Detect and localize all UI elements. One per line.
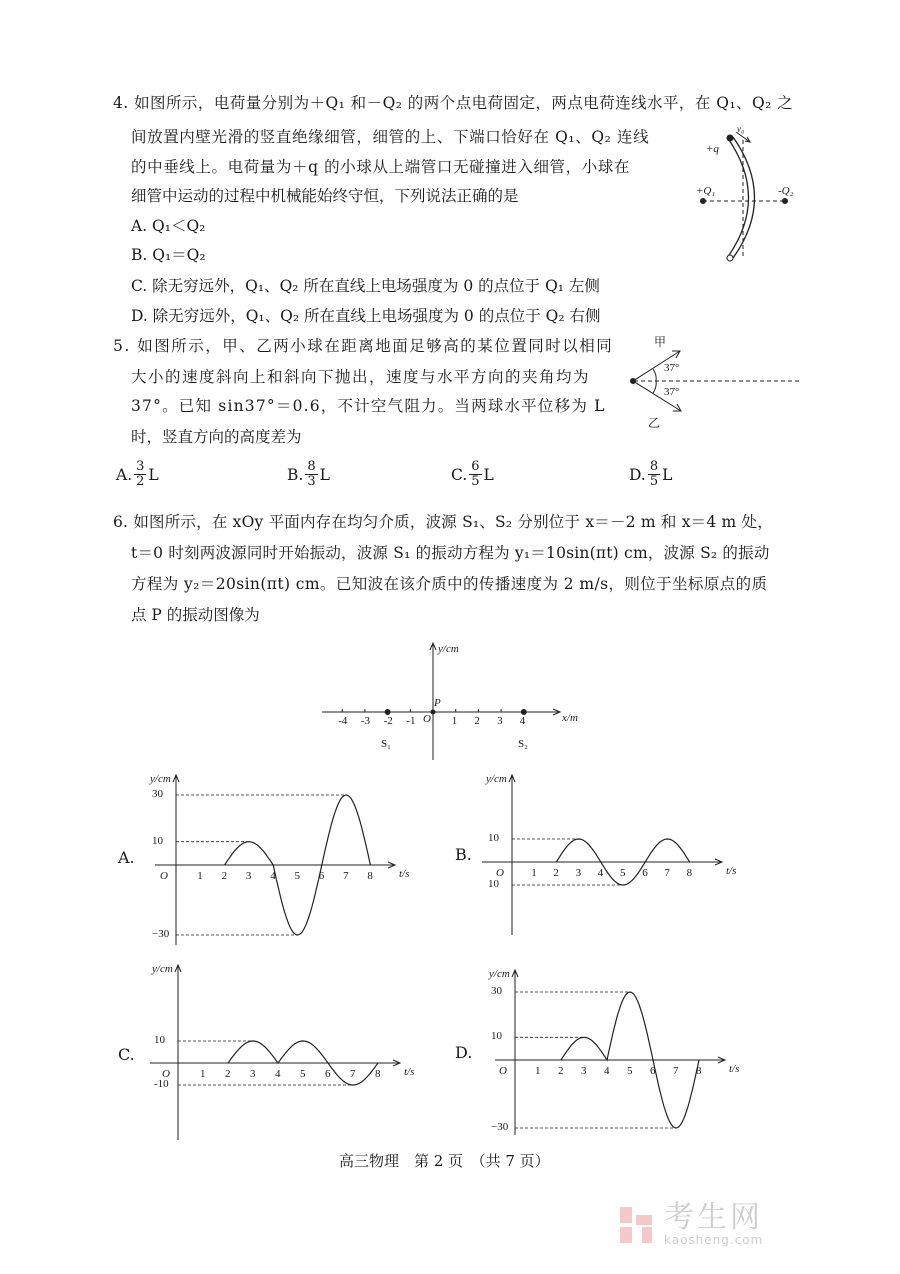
t-tick-label: 5 bbox=[294, 870, 300, 882]
q6-stem-line-2: t＝0 时刻两波源同时开始振动，波源 S₁ 的振动方程为 y₁＝10sin(πt) cm，波源 S₂ 的振动 bbox=[131, 544, 770, 562]
y-tick-label: 30 bbox=[491, 985, 502, 997]
denominator: 5 bbox=[649, 474, 659, 489]
y-tick-label: 30 bbox=[152, 788, 163, 800]
t-tick-label: 4 bbox=[604, 1065, 610, 1077]
fraction bbox=[469, 460, 481, 489]
velocity-label: v₀ bbox=[737, 124, 745, 134]
point-p-label: P bbox=[434, 697, 441, 709]
angle-label-down: 37° bbox=[664, 386, 680, 398]
t-tick-label: 1 bbox=[197, 870, 203, 882]
axis-tick-label: -2 bbox=[383, 715, 393, 727]
option-letter: C. bbox=[451, 465, 468, 484]
y-tick-label: −30 bbox=[491, 1121, 509, 1133]
t-tick-label: 2 bbox=[558, 1065, 564, 1077]
q5-stem-line-1: 5. 如图所示，甲、乙两小球在距离地面足够高的某位置同时以相同 bbox=[113, 337, 614, 355]
angle-label-up: 37° bbox=[664, 362, 680, 374]
y-tick-label: 10 bbox=[152, 834, 163, 847]
denominator: 5 bbox=[471, 474, 480, 489]
ball-charge-label: +q bbox=[706, 143, 719, 155]
watermark-logo bbox=[620, 1200, 764, 1247]
t-tick-label: 3 bbox=[581, 1065, 587, 1077]
chart-y-label: y/cm bbox=[150, 773, 171, 785]
q5-stem-line-2: 大小的速度斜向上和斜向下抛出，速度与水平方向的夹角均为 bbox=[131, 368, 591, 386]
y-tick-label: −30 bbox=[152, 928, 170, 940]
t-tick-label: 4 bbox=[270, 870, 276, 882]
q2-label: -Q₂ bbox=[778, 185, 794, 197]
t-tick-label: 5 bbox=[620, 867, 626, 879]
y-tick-label: 10 bbox=[491, 1030, 502, 1043]
t-tick-label: 4 bbox=[275, 1068, 281, 1080]
t-tick-label: 7 bbox=[343, 870, 349, 882]
watermark-text bbox=[664, 1200, 764, 1247]
chart-origin-label: O bbox=[499, 1065, 507, 1077]
chart-t-label: t/s bbox=[726, 865, 737, 877]
ball bbox=[727, 135, 733, 141]
numerator: 8 bbox=[307, 459, 316, 474]
axis-tick-label: -1 bbox=[406, 715, 416, 727]
s1-label: S₁ bbox=[381, 738, 391, 750]
chart-option-label[interactable]: A. bbox=[118, 848, 135, 867]
t-tick-label: 6 bbox=[650, 1065, 656, 1077]
denominator: 3 bbox=[307, 474, 316, 489]
option-letter: D. bbox=[629, 465, 646, 484]
wave-source-dot bbox=[521, 710, 526, 715]
wave-source-dot bbox=[385, 710, 390, 715]
ball-yi-label: 乙 bbox=[648, 416, 661, 430]
y-tick-label: 10 bbox=[488, 878, 499, 890]
fraction bbox=[134, 460, 146, 489]
chart-b bbox=[482, 775, 722, 935]
q4-stem-line-2: 间放置内壁光滑的竖直绝缘细管，细管的上、下端口恰好在 Q₁、Q₂ 连线 bbox=[131, 128, 650, 146]
t-tick-label: 1 bbox=[535, 1065, 541, 1077]
chart-t-label: t/s bbox=[404, 1066, 415, 1078]
unit: L bbox=[662, 465, 673, 484]
t-tick-label: 5 bbox=[627, 1065, 633, 1077]
q4-option-c[interactable]: C. 除无穷远外，Q₁、Q₂ 所在直线上电场强度为 0 的点位于 Q₁ 左侧 bbox=[131, 277, 600, 295]
t-tick-label: 3 bbox=[250, 1068, 256, 1080]
chart-origin-label: O bbox=[160, 870, 168, 882]
charge-q2 bbox=[783, 199, 788, 204]
t-tick-label: 8 bbox=[367, 870, 373, 882]
axis-tick-label: 4 bbox=[519, 715, 526, 727]
t-tick-label: 5 bbox=[300, 1068, 306, 1080]
chart-option-label[interactable]: B. bbox=[455, 845, 472, 864]
chart-y-label: y/cm bbox=[152, 963, 173, 975]
unit: L bbox=[148, 465, 159, 484]
q1-label: +Q₁ bbox=[696, 185, 716, 197]
q5-figure bbox=[631, 351, 801, 411]
t-tick-label: 1 bbox=[200, 1068, 206, 1080]
axis-tick-label: -3 bbox=[360, 715, 371, 727]
page-footer: 高三物理 第 2 页 （共 7 页） bbox=[339, 1152, 550, 1170]
chart-origin-label: O bbox=[162, 1068, 170, 1080]
chart-option-label[interactable]: C. bbox=[118, 1045, 135, 1064]
kaosheng-logo-icon bbox=[620, 1205, 656, 1245]
t-tick-label: 6 bbox=[325, 1068, 331, 1080]
point-p-dot bbox=[431, 710, 435, 714]
t-tick-label: 1 bbox=[531, 867, 537, 879]
t-tick-label: 7 bbox=[350, 1068, 356, 1080]
chart-option-label[interactable]: D. bbox=[455, 1043, 473, 1062]
axis-tick-label: 3 bbox=[497, 715, 503, 727]
tube-inner bbox=[733, 137, 755, 258]
chart-y-label: y/cm bbox=[489, 968, 510, 980]
option-letter: B. bbox=[287, 465, 304, 484]
chart-origin-label: O bbox=[496, 867, 504, 879]
q5-stem-line-3: 37°。已知 sin37°＝0.6，不计空气阻力。当两球水平位移为 L bbox=[131, 397, 606, 415]
launch-point bbox=[631, 379, 636, 384]
t-tick-label: 2 bbox=[221, 870, 228, 882]
option-letter: A. bbox=[116, 465, 133, 484]
t-tick-label: 4 bbox=[597, 867, 604, 879]
tube-end bbox=[727, 255, 733, 261]
fraction bbox=[305, 460, 317, 489]
q6-stem-line-4: 点 P 的振动图像为 bbox=[131, 606, 260, 624]
q4-stem-line-4: 细管中运动的过程中机械能始终守恒，下列说法正确的是 bbox=[131, 187, 519, 205]
answer-charts bbox=[150, 775, 725, 1140]
q4-stem-line-1: 4. 如图所示，电荷量分别为＋Q₁ 和－Q₂ 的两个点电荷固定，两点电荷连线水平，在 Q₁、Q₂ 之 bbox=[113, 94, 794, 112]
numerator: 6 bbox=[471, 459, 480, 474]
axis-x-label: x/m bbox=[562, 712, 578, 724]
t-tick-label: 6 bbox=[318, 870, 325, 882]
axis-tick-label: -4 bbox=[338, 715, 348, 727]
chart-t-label: t/s bbox=[399, 868, 410, 880]
axis-tick-label: 2 bbox=[474, 715, 480, 727]
axis-y-label: y/cm bbox=[438, 643, 459, 655]
watermark-domain: kaosheng.com bbox=[664, 1233, 764, 1247]
fraction bbox=[648, 460, 660, 489]
unit: L bbox=[319, 465, 330, 484]
numerator: 3 bbox=[136, 459, 145, 474]
chart-a bbox=[155, 775, 395, 945]
numerator: 8 bbox=[649, 459, 659, 474]
angle-arc-up bbox=[653, 369, 656, 381]
ball-jia-label: 甲 bbox=[654, 335, 667, 349]
t-tick-label: 7 bbox=[673, 1065, 679, 1077]
chart-d bbox=[495, 970, 725, 1135]
denominator: 2 bbox=[136, 474, 145, 489]
y-tick-label: 10 bbox=[154, 1034, 165, 1046]
t-tick-label: 8 bbox=[686, 867, 693, 879]
q5-option-a[interactable] bbox=[116, 460, 159, 489]
q5-option-c[interactable] bbox=[451, 460, 494, 489]
q5-option-d[interactable] bbox=[629, 460, 672, 489]
q6-stem-line-3: 方程为 y₂＝20sin(πt) cm。已知波在该介质中的传播速度为 2 m/s，则位于坐标原点的质 bbox=[131, 575, 768, 593]
axis-tick-label: 1 bbox=[451, 715, 458, 727]
chart-y-label: y/cm bbox=[486, 773, 507, 785]
unit: L bbox=[483, 465, 494, 484]
tube-outer bbox=[727, 137, 749, 258]
watermark-name: 考生网 bbox=[664, 1200, 763, 1235]
t-tick-label: 2 bbox=[225, 1068, 231, 1080]
q4-option-d[interactable]: D. 除无穷远外，Q₁、Q₂ 所在直线上电场强度为 0 的点位于 Q₂ 右侧 bbox=[131, 307, 601, 325]
t-tick-label: 8 bbox=[696, 1065, 702, 1077]
t-tick-label: 3 bbox=[575, 867, 582, 879]
t-tick-label: 8 bbox=[375, 1068, 381, 1080]
chart-c bbox=[150, 965, 400, 1140]
t-tick-label: 6 bbox=[642, 867, 648, 879]
t-tick-label: 3 bbox=[245, 870, 252, 882]
q4-option-b[interactable]: B. Q₁＝Q₂ bbox=[131, 246, 206, 264]
chart-t-label: t/s bbox=[729, 1063, 740, 1075]
axis-origin-label: O bbox=[423, 713, 431, 725]
q4-stem-line-3: 的中垂线上。电荷量为＋q 的小球从上端管口无碰撞进入细管，小球在 bbox=[131, 158, 631, 176]
y-tick-label: 10 bbox=[488, 832, 499, 844]
q4-option-a[interactable]: A. Q₁＜Q₂ bbox=[131, 217, 206, 235]
s2-label: S₂ bbox=[518, 738, 528, 750]
y-tick-label: -10 bbox=[154, 1078, 169, 1090]
q5-option-b[interactable] bbox=[287, 460, 330, 489]
angle-arc-down bbox=[653, 381, 656, 393]
q6-stem-line-1: 6. 如图所示，在 xOy 平面内存在均匀介质，波源 S₁、S₂ 分别位于 x＝－2 m 和 x＝4 m 处， bbox=[113, 513, 773, 531]
charge-q1 bbox=[701, 199, 706, 204]
t-tick-label: 7 bbox=[664, 867, 670, 879]
q5-stem-line-4: 时，竖直方向的高度差为 bbox=[131, 428, 302, 446]
t-tick-label: 2 bbox=[553, 867, 559, 879]
